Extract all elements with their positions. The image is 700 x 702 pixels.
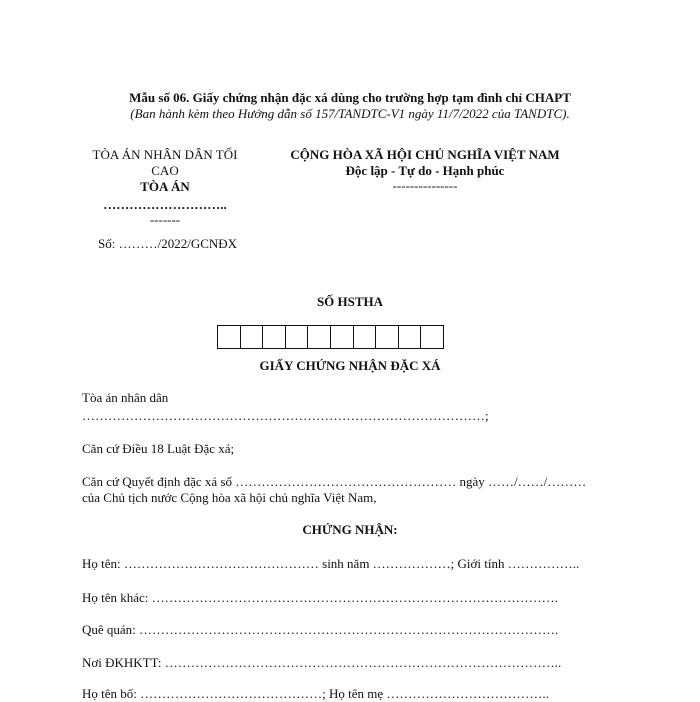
form-title: Mẫu số 06. Giấy chứng nhận đặc xá dùng cho trường hợp tạm đình chỉ CHAPT [129, 90, 571, 105]
parents-line: Họ tên bố: ……………………………………; Họ tên mẹ ……………………………….. [82, 686, 549, 701]
hstha-digit-box [240, 325, 263, 349]
hstha-digit-box [420, 325, 444, 349]
hstha-digit-box [307, 325, 330, 349]
court-header-line1: TÒA ÁN NHÂN DÂN TỐI [92, 147, 238, 162]
alias-line: Họ tên khác: …………………………………………………………………………………. [82, 590, 558, 605]
hstha-number-boxes [217, 325, 444, 349]
court-name-dots: ……………………….. [103, 197, 227, 212]
hstha-digit-box [330, 325, 353, 349]
national-title: CỘNG HÒA XÃ HỘI CHỦ NGHĨA VIỆT NAM [290, 147, 560, 162]
hstha-digit-box [285, 325, 308, 349]
court-header-dash: ------- [149, 212, 181, 227]
court-header-line2: CAO [151, 163, 179, 178]
form-subtitle: (Ban hành kèm theo Hướng dẫn số 157/TANDTC-V1 ngày 11/7/2022 của TANDTC). [130, 106, 570, 121]
national-dash: --------------- [392, 178, 458, 193]
court-header-line3: TÒA ÁN [140, 179, 190, 194]
hstha-digit-box [353, 325, 376, 349]
name-line: Họ tên: ……………………………………… sinh năm ………………; Giới tính …………….. [82, 556, 580, 571]
document-title: GIẤY CHỨNG NHẬN ĐẶC XÁ [259, 358, 441, 373]
basis-article-18: Căn cứ Điều 18 Luật Đặc xá; [82, 441, 235, 456]
court-label: Tòa án nhân dân [82, 390, 169, 405]
document-number: Số: ………/2022/GCNĐX [98, 236, 238, 251]
national-motto: Độc lập - Tự do - Hạnh phúc [345, 163, 505, 178]
hometown-line: Quê quán: ……………………………………………………………………………………. [82, 622, 559, 637]
basis-decision-cont: của Chủ tịch nước Cộng hòa xã hội chủ nghĩa Việt Nam, [82, 490, 377, 505]
so-hstha-label: SỐ HSTHA [316, 294, 384, 309]
certify-heading: CHỨNG NHẬN: [302, 522, 398, 537]
residence-line: Nơi ĐKHKTT: ……………………………………………………………………………….. [82, 655, 562, 670]
basis-decision: Căn cứ Quyết định đặc xá số …………………………………………… ngày ……/……/……… [82, 474, 587, 489]
hstha-digit-box [375, 325, 398, 349]
hstha-digit-box [262, 325, 285, 349]
court-dots: …………………………………………………………………………………; [82, 408, 489, 423]
hstha-digit-box [217, 325, 240, 349]
hstha-digit-box [398, 325, 421, 349]
